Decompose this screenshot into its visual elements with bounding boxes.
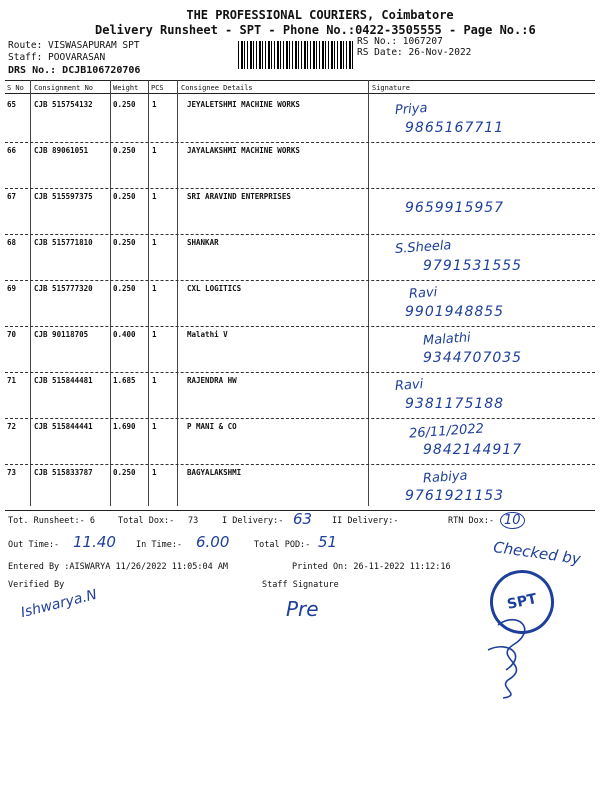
row-weight: 0.250 xyxy=(113,192,136,201)
table-row xyxy=(0,96,600,142)
row-sno: 65 xyxy=(7,100,17,109)
row-weight: 1.685 xyxy=(113,376,136,385)
row-consignee: BAGYALAKSHMI xyxy=(187,468,242,477)
total-dox-value: 73 xyxy=(188,516,199,526)
row-pcs: 1 xyxy=(152,376,157,385)
row-consignee: SHANKAR xyxy=(187,238,219,247)
row-consignee: P MANI & CO xyxy=(187,422,237,431)
row-weight: 0.400 xyxy=(113,330,136,339)
out-time-label: Out Time:- xyxy=(8,540,60,550)
drs-number: DRS No.: DCJB106720706 xyxy=(8,65,141,76)
row-consignee: JEYALETSHMI MACHINE WORKS xyxy=(187,100,300,109)
signature-name: Ravi xyxy=(394,377,424,394)
verified-by-label: Verified By xyxy=(8,580,65,590)
row-consignment-no: CJB 515844481 xyxy=(34,376,93,385)
row-sno: 69 xyxy=(7,284,17,293)
route-label: Route: VISWASAPURAM SPT xyxy=(8,40,140,51)
signature-phone: 9901948855 xyxy=(405,304,505,320)
row-consignment-no: CJB 515833787 xyxy=(34,468,93,477)
row-divider xyxy=(5,464,595,465)
signature-name: Ravi xyxy=(408,285,438,302)
in-time-label: In Time:- xyxy=(136,540,183,550)
signature-name: Malathi xyxy=(422,330,472,349)
row-sno: 72 xyxy=(7,422,17,431)
table-row xyxy=(0,418,600,464)
table-header-rule xyxy=(5,93,595,94)
row-sno: 67 xyxy=(7,192,17,201)
document-subtitle: Delivery Runsheet - SPT - Phone No.:0422-3505555 - Page No.:6 xyxy=(95,23,536,37)
row-pcs: 1 xyxy=(152,192,157,201)
row-sno: 70 xyxy=(7,330,17,339)
row-sno: 71 xyxy=(7,376,17,385)
row-divider xyxy=(5,280,595,281)
entered-by: Entered By :AISWARYA 11/26/2022 11:05:04 AM xyxy=(8,562,229,572)
row-consignment-no: CJB 515844441 xyxy=(34,422,93,431)
row-divider xyxy=(5,142,595,143)
table-row xyxy=(0,280,600,326)
table-row xyxy=(0,188,600,234)
row-weight: 0.250 xyxy=(113,100,136,109)
total-dox-label: Total Dox:- xyxy=(118,516,175,526)
column-header-signature: Signature xyxy=(372,84,410,92)
rs-date: RS Date: 26-Nov-2022 xyxy=(357,47,472,58)
row-weight: 0.250 xyxy=(113,146,136,155)
row-divider xyxy=(5,372,595,373)
row-sno: 66 xyxy=(7,146,17,155)
row-divider xyxy=(5,418,595,419)
barcode xyxy=(238,41,353,69)
row-consignee: CXL LOGITICS xyxy=(187,284,242,293)
row-consignee: RAJENDRA HW xyxy=(187,376,237,385)
row-weight: 0.250 xyxy=(113,284,136,293)
column-header-sno: S No xyxy=(7,84,24,92)
table-row xyxy=(0,326,600,372)
table-row xyxy=(0,142,600,188)
signature-phone: 9344707035 xyxy=(423,350,523,366)
staff-signature-label: Staff Signature xyxy=(262,580,339,590)
document-title: THE PROFESSIONAL COURIERS, Coimbatore xyxy=(186,8,454,22)
i-delivery-value: 63 xyxy=(293,510,313,528)
table-row xyxy=(0,464,600,510)
row-consignment-no: CJB 515777320 xyxy=(34,284,93,293)
row-consignment-no: CJB 515597375 xyxy=(34,192,93,201)
printed-on: Printed On: 26-11-2022 11:12:16 xyxy=(292,562,451,572)
ii-delivery-label: II Delivery:- xyxy=(332,516,399,526)
staff-signature: Pre xyxy=(286,597,319,621)
column-header-consignee: Consignee Details xyxy=(181,84,253,92)
row-pcs: 1 xyxy=(152,238,157,247)
row-consignment-no: CJB 515771810 xyxy=(34,238,93,247)
signature-phone: 9659915957 xyxy=(405,200,505,216)
signature-phone: 9842144917 xyxy=(423,442,523,458)
row-divider xyxy=(5,326,595,327)
row-consignment-no: CJB 90118705 xyxy=(34,330,89,339)
i-delivery-label: I Delivery:- xyxy=(222,516,284,526)
signature-name: Rabiya xyxy=(422,468,469,487)
row-consignee: SRI ARAVIND ENTERPRISES xyxy=(187,192,291,201)
column-header-consignment: Consignment No xyxy=(34,84,94,92)
row-pcs: 1 xyxy=(152,422,157,431)
row-divider xyxy=(5,188,595,189)
manager-signature-scribble xyxy=(478,610,548,700)
row-consignment-no: CJB 515754132 xyxy=(34,100,93,109)
row-sno: 73 xyxy=(7,468,17,477)
row-divider xyxy=(5,234,595,235)
row-sno: 68 xyxy=(7,238,17,247)
row-pcs: 1 xyxy=(152,146,157,155)
checked-by-note: Checked by xyxy=(492,537,582,569)
staff-label: Staff: POOVARASAN xyxy=(8,52,106,63)
signature-phone: 9791531555 xyxy=(423,258,523,274)
total-runsheet: Tot. Runsheet:- 6 xyxy=(8,516,95,526)
signature-phone: 9865167711 xyxy=(405,120,505,136)
total-pod-value: 51 xyxy=(318,533,338,551)
stamp-label: SPT xyxy=(505,591,539,613)
column-header-weight: Weight xyxy=(113,84,139,92)
row-weight: 0.250 xyxy=(113,468,136,477)
rtn-dox-label: RTN Dox:- xyxy=(448,516,495,526)
verified-by-signature: Ishwarya.N xyxy=(19,586,99,622)
signature-name: 26/11/2022 xyxy=(408,421,485,442)
rs-number: RS No.: 1067207 xyxy=(357,36,443,47)
column-header-pcs: PCS xyxy=(151,84,164,92)
total-pod-label: Total POD:- xyxy=(254,540,311,550)
table-row xyxy=(0,234,600,280)
row-consignment-no: CJB 89061051 xyxy=(34,146,89,155)
signature-phone: 9761921153 xyxy=(405,488,505,504)
in-time-value: 6.00 xyxy=(196,533,230,551)
signature-phone: 9381175188 xyxy=(405,396,505,412)
table-top-rule xyxy=(5,80,595,81)
signature-name: S.Sheela xyxy=(394,238,452,257)
signature-name: Priya xyxy=(394,100,428,119)
row-weight: 0.250 xyxy=(113,238,136,247)
row-pcs: 1 xyxy=(152,468,157,477)
out-time-value: 11.40 xyxy=(73,533,116,551)
rtn-dox-value: 10 xyxy=(500,512,525,529)
row-weight: 1.690 xyxy=(113,422,136,431)
table-row xyxy=(0,372,600,418)
row-pcs: 1 xyxy=(152,284,157,293)
row-consignee: Malathi V xyxy=(187,330,228,339)
row-consignee: JAYALAKSHMI MACHINE WORKS xyxy=(187,146,300,155)
row-pcs: 1 xyxy=(152,100,157,109)
row-pcs: 1 xyxy=(152,330,157,339)
